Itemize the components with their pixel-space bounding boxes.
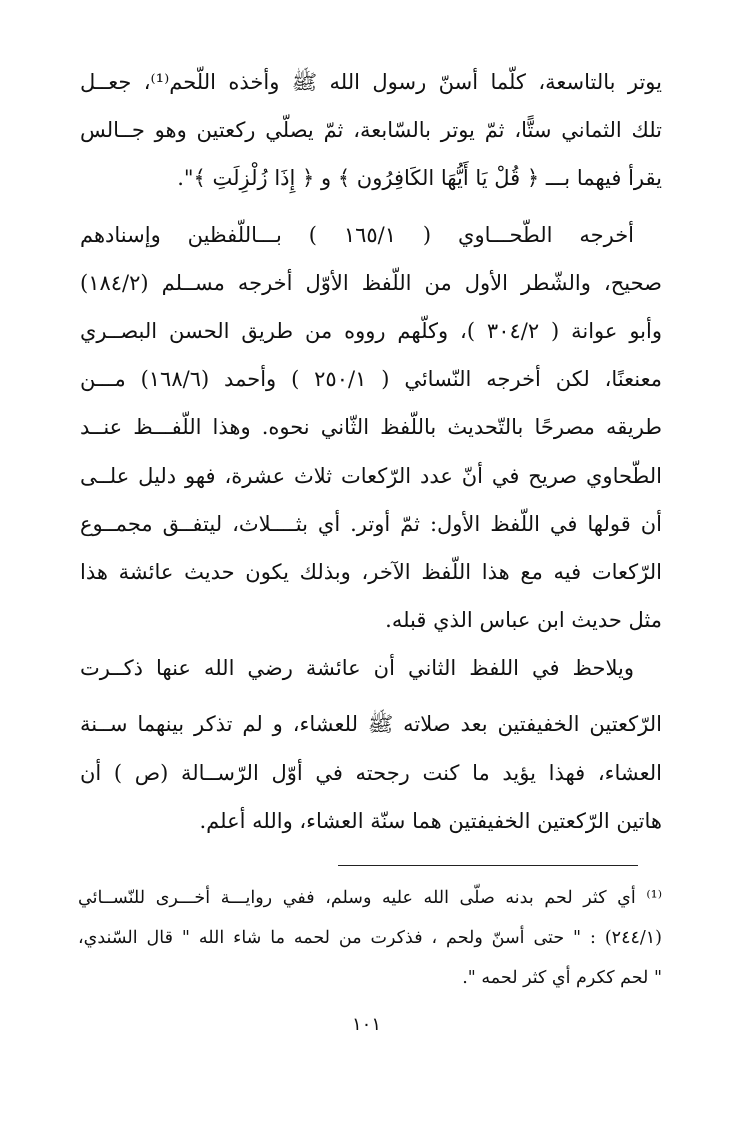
text-line: وأبو عوانة ( ٣٠٤/٢ )، وكلّهم رووه من طريق الحسن البصــري	[80, 318, 662, 343]
text-line: يوتر بالتاسعة، كلّما أسنّ رسول الله ﷺ وأخذه اللّحم⁽¹⁾، جعــل	[80, 70, 662, 94]
text-line: الرّكعتين الخفيفتين بعد صلاته ﷺ للعشاء، و لم تذكر بينهما ســنة	[80, 712, 662, 737]
text-line: معنعنًا، لكن أخرجه النّسائي ( ٢٥٠/١ ) وأحمد (١٦٨/٦) مـــن	[80, 367, 662, 392]
text-line: تلك الثماني ستًّا، ثمّ يوتر بالسّابعة، ثمّ يصلّي ركعتين وهو جــالس	[80, 118, 662, 143]
footnote-line: ⁽¹⁾ أي كثر لحم بدنه صلّى الله عليه وسلم، ففي روايـــة أخـــرى للنّســائي	[78, 888, 662, 908]
text-line: أخرجه الطّحـــاوي ( ١٦٥/١ ) بـــاللّفظين وإسنادهم	[80, 222, 635, 247]
text-line: العشاء، فهذا يؤيد ما كنت رجحته في أوّل الرّســالة (ص ) أن	[80, 760, 662, 785]
text-line: يقرأ فيهما بـــ ﴿ قُلْ يَا أَيُّهَا الكَافِرُون ﴾ و ﴿ إِذَا زُلْزِلَتِ ﴾".	[177, 166, 662, 191]
footnote-line: (٢٤٤/١) : " حتى أسنّ ولحم ، فذكرت من لحمه ما شاء الله " قال السّندي،	[78, 928, 662, 948]
footnote-line: " لحم ككرم أي كثر لحمه ".	[462, 968, 662, 988]
text-line: ويلاحظ في اللفظ الثاني أن عائشة رضي الله عنها ذكــرت	[80, 656, 634, 681]
footnotes	[78, 878, 662, 998]
text-line: أن قولها في اللّفظ الأول: ثمّ أوتر. أي بثــــلاث، ليتفــق مجمــوع	[80, 511, 662, 536]
main-text	[80, 58, 662, 845]
text-line: الرّكعات فيه مع هذا اللّفظ الآخر، وبذلك يكون حديث عائشة هذا	[80, 559, 662, 584]
text-line: الطّحاوي صريح في أنّ عدد الرّكعات ثلاث عشرة، فهو دليل علــى	[80, 463, 662, 488]
text-line: مثل حديث ابن عباس الذي قبله.	[385, 608, 662, 633]
text-line: هاتين الرّكعتين الخفيفتين هما سنّة العشاء، والله أعلم.	[199, 808, 662, 833]
footnote-separator	[338, 865, 638, 866]
page-number: ١٠١	[351, 1014, 381, 1035]
text-line: طريقه مصرحًا بالتّحديث باللّفظ الثّاني نحوه. وهذا اللّفـــظ عنــد	[80, 415, 662, 440]
text-line: صحيح، والشّطر الأول من اللّفظ الأوّل أخرجه مســلم (١٨٤/٢)	[80, 270, 662, 295]
